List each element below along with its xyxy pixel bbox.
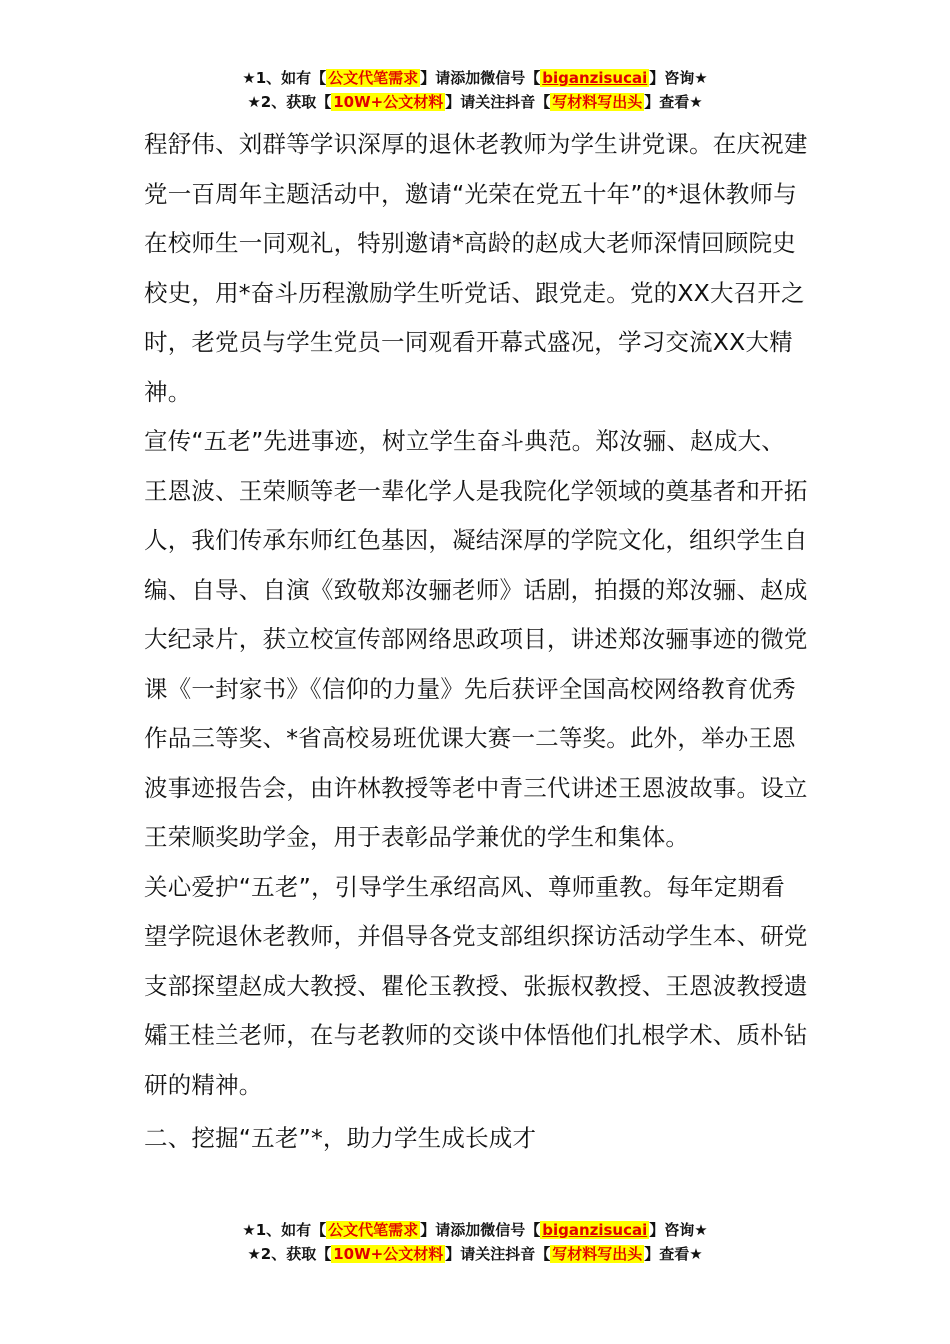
banner-text: 】查看★ — [644, 93, 703, 111]
banner-text: ★2、获取【 — [247, 93, 332, 111]
banner-text: ★2、获取【 — [247, 1245, 332, 1263]
banner-highlight: 公文代笔需求 — [328, 1221, 419, 1239]
header-banner — [0, 66, 950, 114]
banner-text: 】查看★ — [644, 1245, 703, 1263]
paragraph-1: 程舒伟、刘群等学识深厚的退休老教师为学生讲党课。在庆祝建党一百周年主题活动中，邀请“光荣在党五十年”的*退休教师与在校师生一同观礼，特别邀请*高龄的赵成大老师深情回顾院史校史，用*奋斗历程激励学生听党话、跟党走。党的XX大召开之时，老党员与学生党员一同观看开幕式盛况，学习交流XX大精神。 — [144, 130, 808, 406]
banner-text: 】咨询★ — [649, 1221, 708, 1239]
banner-line-1 — [0, 1218, 950, 1242]
wechat-id-highlight: biganzisucai — [542, 1221, 648, 1239]
banner-text: 】请关注抖音【 — [445, 93, 551, 111]
banner-highlight: 公文代笔需求 — [328, 69, 419, 87]
banner-text: 】请添加微信号【 — [420, 69, 541, 87]
wechat-id-highlight: biganzisucai — [542, 69, 648, 87]
paragraph-2: 宣传“五老”先进事迹，树立学生奋斗典范。郑汝骊、赵成大、王恩波、王荣顺等老一辈化学人是我院化学领域的奠基者和开拓人，我们传承东师红色基因，凝结深厚的学院文化，组织学生自编、自导、自演《致敬郑汝骊老师》话剧，拍摄的郑汝骊、赵成大纪录片，获立校宣传部网络思政项目，讲述郑汝骊事迹的微党课《一封家书》《信仰的力量》先后获评全国高校网络教育优秀作品三等奖、*省高校易班优课大赛一二等奖。此外，举办王恩波事迹报告会，由许林教授等老中青三代讲述王恩波故事。设立王荣顺奖助学金，用于表彰品学兼优的学生和集体。 — [144, 427, 808, 851]
paragraph-3: 关心爱护“五老”，引导学生承绍高风、尊师重教。每年定期看望学院退休老教师，并倡导各党支部组织探访活动学生本、研党支部探望赵成大教授、瞿伦玉教授、张振权教授、王恩波教授遗孀王桂兰老师，在与老教师的交谈中体悟他们扎根学术、质朴钻研的精神。 — [144, 872, 808, 1099]
banner-highlight: 10W+公文材料 — [333, 1245, 444, 1263]
banner-text: 】请添加微信号【 — [420, 1221, 541, 1239]
douyin-highlight: 写材料写出头 — [552, 1245, 643, 1263]
banner-text: 】咨询★ — [649, 69, 708, 87]
banner-line-1 — [0, 66, 950, 90]
section-heading: 二、挖掘“五老”*，助力学生成长成才 — [144, 1124, 537, 1152]
banner-text: 】请关注抖音【 — [445, 1245, 551, 1263]
banner-line-2 — [0, 1242, 950, 1266]
banner-highlight: 10W+公文材料 — [333, 93, 444, 111]
footer-banner — [0, 1218, 950, 1266]
douyin-highlight: 写材料写出头 — [552, 93, 643, 111]
banner-text: ★1、如有【 — [242, 69, 327, 87]
banner-text: ★1、如有【 — [242, 1221, 327, 1239]
banner-line-2 — [0, 90, 950, 114]
document-body — [144, 120, 808, 1164]
